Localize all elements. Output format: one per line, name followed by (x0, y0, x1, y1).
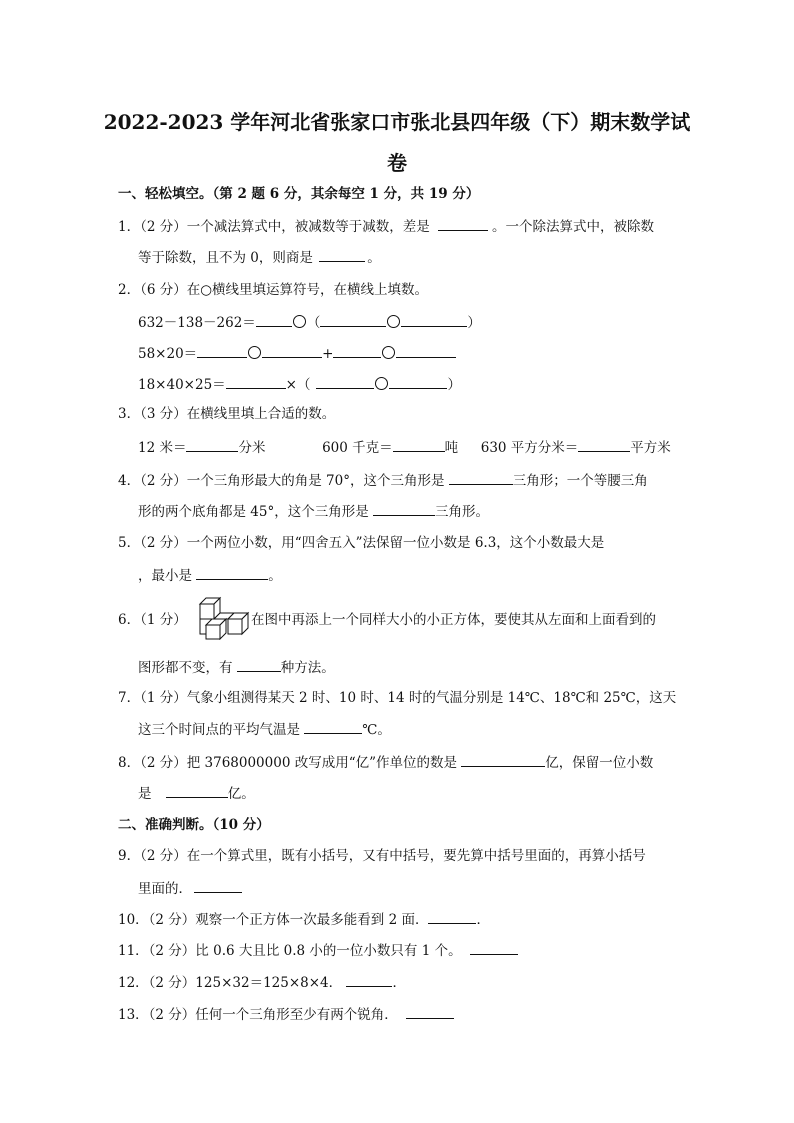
answer-blank (346, 972, 392, 987)
answer-blank (333, 343, 381, 358)
answer-blank (578, 437, 630, 452)
q2-r1-paren-close: ） (467, 315, 481, 331)
q2-r3-times-paren: ×（ (285, 377, 311, 393)
q3-a-text: 12 米＝ (138, 440, 187, 456)
question-7-line2 (138, 719, 391, 740)
q6-text-c: 图形都不变，有 (138, 660, 233, 676)
operator-circle (375, 377, 388, 390)
q13-text: 13．（2 分）任何一个三角形至少有两个锐角． (118, 1007, 398, 1023)
question-3-row (138, 437, 671, 458)
q4-text-b: 三角形；一个等腰三角 (512, 473, 648, 489)
answer-blank (389, 374, 447, 389)
answer-blank (428, 909, 476, 924)
operator-circle (293, 315, 306, 328)
answer-blank (470, 940, 518, 955)
q2-r1-paren-open: （ (306, 315, 321, 331)
q2-r3-paren-close: ） (447, 377, 461, 393)
q3-c-unit: 平方米 (630, 440, 671, 456)
question-10 (118, 909, 490, 930)
question-9-line2 (138, 878, 242, 899)
question-2-row1 (138, 312, 481, 333)
answer-blank (196, 565, 268, 580)
answer-blank (319, 247, 365, 262)
doc-title-line2: 卷 (387, 151, 407, 175)
q9-text-b: 里面的． (138, 881, 192, 897)
q8-text-b: 亿，保留一位小数 (545, 755, 654, 771)
question-6-line1 (118, 610, 187, 630)
q10-end: ． (476, 912, 490, 928)
answer-blank (226, 374, 286, 389)
operator-circle (382, 346, 395, 359)
q6-text-d: 种方法。 (280, 660, 335, 676)
question-2-row2 (138, 343, 456, 364)
answer-blank (373, 501, 435, 516)
answer-blank (197, 343, 247, 358)
section-heading-2: 二、准确判断。（10 分） (118, 817, 270, 833)
question-6-line2 (138, 657, 335, 678)
section-heading-1: 一、轻松填空。（第 2 题 6 分，其余每空 1 分，共 19 分） (118, 186, 480, 202)
q3-c-text: 630 平方分米＝ (480, 440, 579, 456)
q4-text-c: 形的两个底角都是 45°，这个三角形是 (138, 504, 369, 520)
question-4-line2 (138, 501, 489, 522)
q3-b-unit: 吨 (444, 440, 459, 456)
q5-text-c: 。 (268, 568, 282, 584)
question-5-line2 (138, 565, 282, 586)
answer-blank (396, 343, 456, 358)
q1-text-c: 等于除数，且不为 0，则商是 (138, 250, 313, 266)
q2-r2-plus: + (322, 346, 334, 362)
q2-r3-text: 18×40×25＝ (138, 377, 226, 393)
answer-blank (316, 374, 374, 389)
question-12 (118, 972, 406, 993)
question-5-line1: 5．（2 分）一个两位小数，用“四舍五入”法保留一位小数是 6.3，这个小数最大是 (118, 535, 605, 551)
operator-circle (248, 346, 261, 359)
question-8-line1 (118, 752, 653, 773)
answer-blank (438, 216, 488, 231)
q4-text-d: 三角形。 (435, 504, 490, 520)
q1-text-a: 1．（2 分）一个减法算式中，被减数等于减数，差是 (118, 219, 430, 235)
cube-figure (194, 596, 252, 640)
q5-text-b: ，最小是 (138, 568, 192, 584)
q11-text: 11．（2 分）比 0.6 大且比 0.8 小的一位小数只有 1 个。 (118, 943, 462, 959)
q2-r2-text: 58×20＝ (138, 346, 198, 362)
answer-blank (461, 752, 545, 767)
answer-blank (320, 312, 386, 327)
q7-text-c: ℃。 (362, 722, 391, 738)
q2-r1-text: 632－138－262＝ (138, 315, 256, 331)
answer-blank (304, 719, 362, 734)
q3-a-unit: 分米 (238, 440, 266, 456)
q8-text-d: 亿。 (227, 786, 255, 802)
question-2-row3 (138, 374, 461, 395)
q3-b-text: 600 千克＝ (322, 440, 393, 456)
answer-blank (186, 437, 238, 452)
question-1-line1 (118, 216, 654, 237)
question-7-line1: 7．（1 分）气象小组测得某天 2 时、10 时、14 时的气温分别是 14℃、18℃和 25℃，这天 (118, 690, 677, 706)
operator-circle (387, 315, 400, 328)
answer-blank (449, 470, 513, 485)
answer-blank (256, 312, 292, 327)
q8-text-a: 8．（2 分）把 3768000000 改写成用“亿”作单位的数是 (118, 755, 457, 771)
answer-blank (237, 657, 281, 672)
answer-blank (393, 437, 445, 452)
q7-text-b: 这三个时间点的平均气温是 (138, 722, 300, 738)
answer-blank (166, 783, 228, 798)
q1-text-d: 。 (367, 250, 381, 266)
question-11 (118, 940, 518, 961)
answer-blank (262, 343, 322, 358)
answer-blank (401, 312, 467, 327)
q1-text-b: 。一个除法算式中，被除数 (492, 219, 655, 235)
answer-blank (194, 878, 242, 893)
doc-title-line1: 2022-2023 学年河北省张家口市张北县四年级（下）期末数学试 (103, 110, 691, 134)
q12-end: ． (392, 975, 406, 991)
question-6-line1-text: 在图中再添上一个同样大小的小正方体，要使其从左面和上面看到的 (251, 612, 656, 628)
question-8-line2 (138, 783, 255, 804)
question-1-line2 (138, 247, 381, 268)
question-13 (118, 1004, 454, 1025)
q6-text-a: 6．（1 分） (118, 612, 187, 628)
q12-text: 12．（2 分）125×32＝125×8×4． (118, 975, 343, 991)
q4-text-a: 4．（2 分）一个三角形最大的角是 70°，这个三角形是 (118, 473, 445, 489)
question-4-line1 (118, 470, 648, 491)
question-3: 3．（3 分）在横线里填上合适的数。 (118, 406, 336, 422)
question-2: 2．（6 分）在○横线里填运算符号，在横线上填数。 (118, 282, 428, 298)
q10-text: 10．（2 分）观察一个正方体一次最多能看到 2 面． (118, 912, 429, 928)
answer-blank (406, 1004, 454, 1019)
question-9-line1: 9．（2 分）在一个算式里，既有小括号，又有中括号，要先算中括号里面的，再算小括号 (118, 848, 646, 864)
q8-text-c: 是 (138, 786, 152, 802)
